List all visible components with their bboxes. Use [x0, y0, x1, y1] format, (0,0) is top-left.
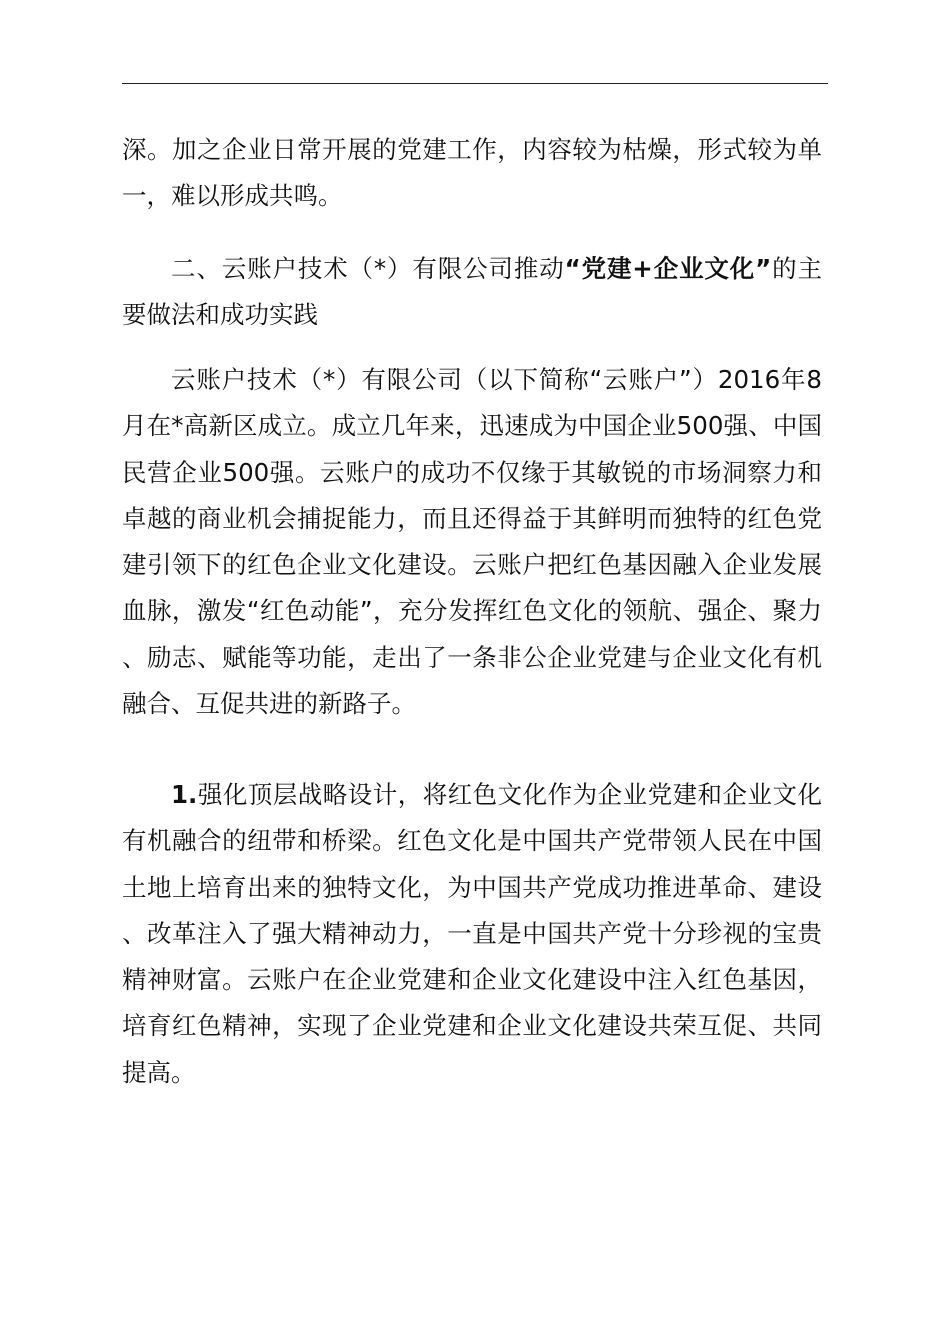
paragraph-company-intro: 云账户技术（*）有限公司（以下简称“云账户”）2016年8月在*高新区成立。成立几年来，迅速成为中国企业500强、中国民营企业500强。云账户的成功不仅缘于其敏锐的市场洞察力和卓越的商业机会捕捉能力，而且还得益于其鲜明而独特的红色党建引领下的红色企业文化建设。云账户把红色基因融入企业发展血脉，激发“红色动能”，充分发挥红色文化的领航、强企、聚力、励志、赋能等功能，走出了一条非公企业党建与企业文化有机融合、互促共进的新路子。 [122, 365, 822, 719]
heading-bold-phrase: “党建+企业文化” [564, 254, 772, 283]
point-number: 1. [171, 780, 198, 809]
paragraph-continuation: 深。加之企业日常开展的党建工作，内容较为枯燥，形式较为单一，难以形成共鸣。 [122, 135, 822, 211]
document-body [122, 127, 823, 1087]
section-heading [122, 246, 822, 339]
header-rule [122, 83, 828, 84]
heading-suffix: 的主要做法和成功实践 [122, 254, 823, 330]
paragraph-point-1 [122, 772, 822, 1096]
point-text: 强化顶层战略设计，将红色文化作为企业党建和企业文化有机融合的纽带和桥梁。红色文化是中国共产党带领人民在中国土地上培育出来的独特文化，为中国共产党成功推进革命、建设、改革注入了强大精神动力，一直是中国共产党十分珍视的宝贵精神财富。云账户在企业党建和企业文化建设中注入红色基因，培育红色精神，实现了企业党建和企业文化建设共荣互促、共同提高。 [122, 780, 822, 1087]
heading-prefix: 二、云账户技术（*）有限公司推动 [171, 254, 565, 283]
